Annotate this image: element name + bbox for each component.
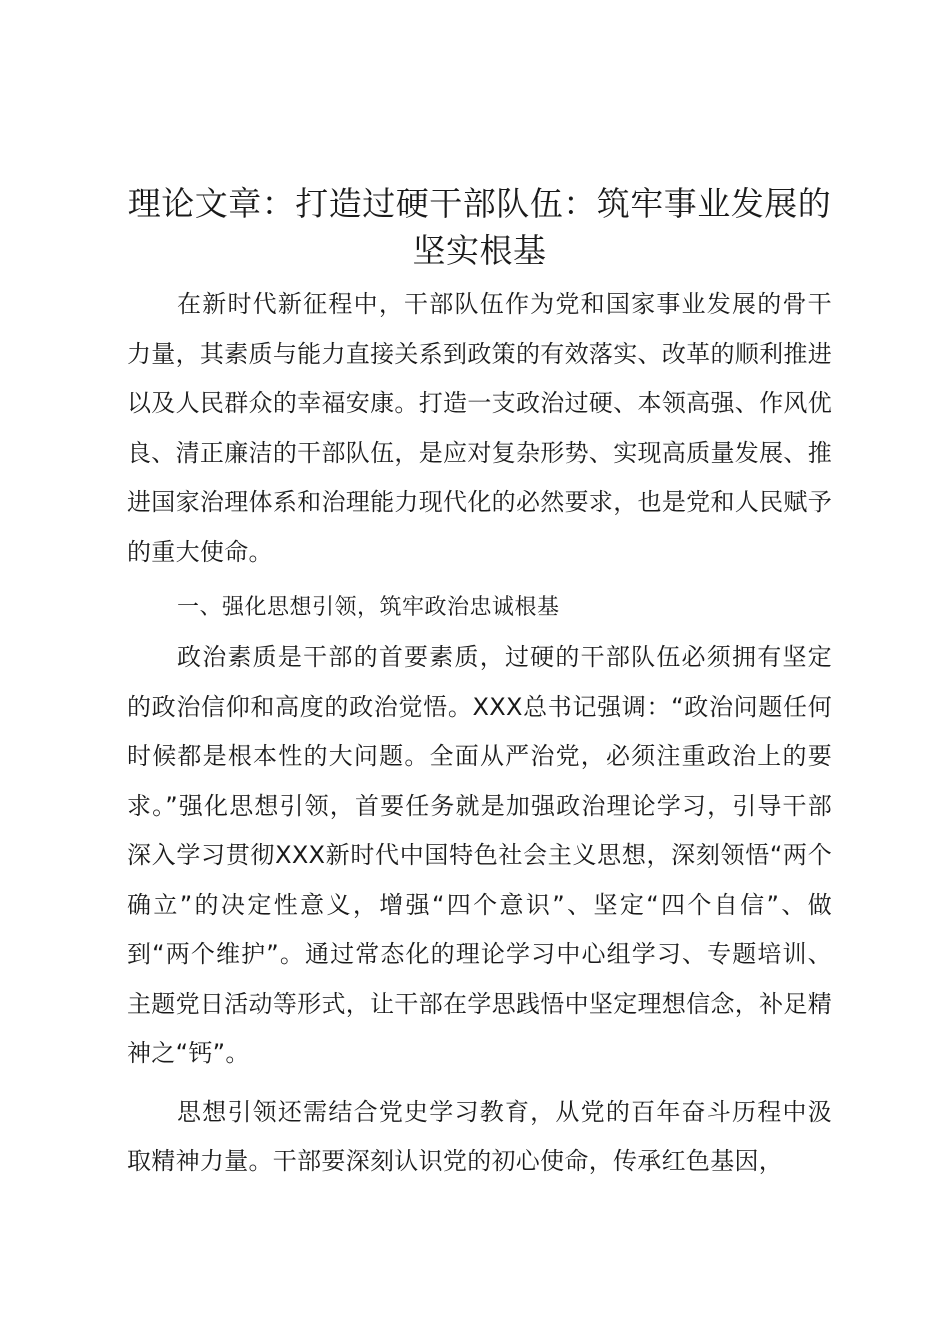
document-page <box>127 180 832 1187</box>
section-paragraph: 政治素质是干部的首要素质，过硬的干部队伍必须拥有坚定的政治信仰和高度的政治觉悟。XXX总书记强调：“政治问题任何时候都是根本性的大问题。全面从严治党，必须注重政治上的要求。”强化思想引领，首要任务就是加强政治理论学习，引导干部深入学习贯彻XXX新时代中国特色社会主义思想，深刻领悟“两个确立”的决定性意义，增强“四个意识”、坚定“四个自信”、做到“两个维护”。通过常态化的理论学习中心组学习、专题培训、主题党日活动等形式，让干部在学思践悟中坚定理想信念，补足精神之“钙”。 <box>127 643 832 1067</box>
section-paragraph: 思想引领还需结合党史学习教育，从党的百年奋斗历程中汲取精神力量。干部要深刻认识党的初心使命，传承红色基因， <box>127 1097 832 1175</box>
section-heading: 一、强化思想引领，筑牢政治忠诚根基 <box>177 595 560 620</box>
document-title: 理论文章：打造过硬干部队伍：筑牢事业发展的坚实根基 <box>127 184 832 270</box>
intro-paragraph: 在新时代新征程中，干部队伍作为党和国家事业发展的骨干力量，其素质与能力直接关系到政策的有效落实、改革的顺利推进以及人民群众的幸福安康。打造一支政治过硬、本领高强、作风优良、清正廉洁的干部队伍，是应对复杂形势、实现高质量发展、推进国家治理体系和治理能力现代化的必然要求，也是党和人民赋予的重大使命。 <box>127 290 832 566</box>
